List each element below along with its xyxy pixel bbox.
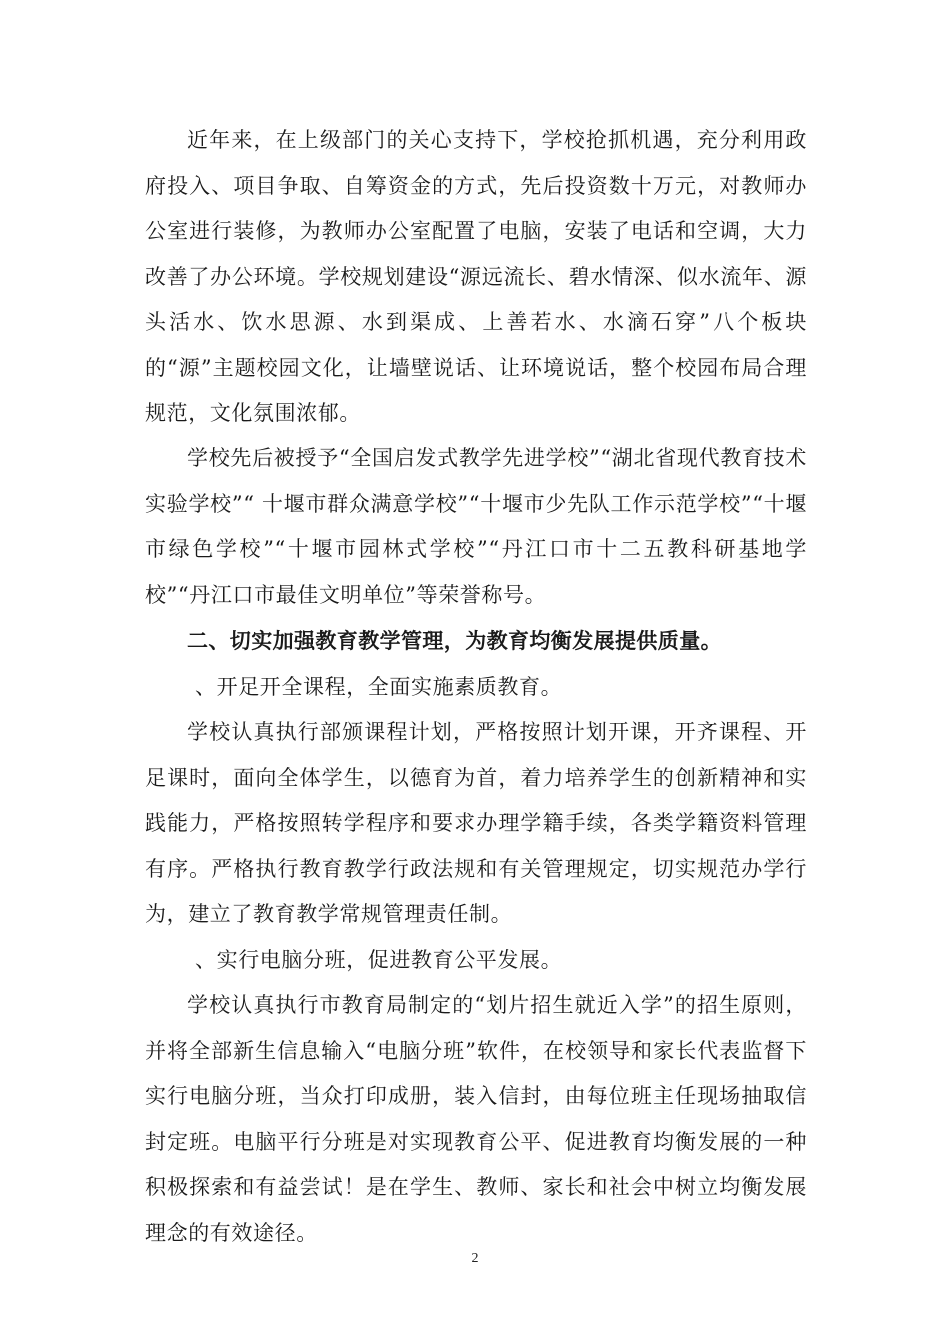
paragraph-campus-environment: 近年来，在上级部门的关心支持下，学校抢抓机遇，充分利用政府投入、项目争取、自筹资金的方式，先后投资数十万元，对教师办公室进行装修，为教师办公室配置了电脑，安装了电话和空调，大力改善了办公环境。学校规划建设“源远流长、碧水情深、似水流年、源头活水、饮水思源、水到渠成、上善若水、水滴石穿”八个板块的“源”主题校园文化，让墙壁说话、让环境说话，整个校园布局合理规范，文化氛围浓郁。 [145,128,807,425]
paragraph-honors: 学校先后被授予“全国启发式教学先进学校”“湖北省现代教育技术实验学校”“ 十堰市群众满意学校”“十堰市少先队工作示范学校”“十堰市绿色学校”“十堰市园林式学校”“丹江口市十二五教科研基地学校”“丹江口市最佳文明单位”等荣誉称号。 [145,446,807,607]
document-body [145,118,807,1256]
subheading-curriculum: 、开足开全课程，全面实施素质教育。 [195,674,563,699]
page-number: 2 [471,1251,479,1266]
section-heading: 二、切实加强教育教学管理，为教育均衡发展提供质量。 [187,629,722,653]
paragraph-curriculum: 学校认真执行部颁课程计划，严格按照计划开课，开齐课程、开足课时，面向全体学生，以德育为首，着力培养学生的创新精神和实践能力，严格按照转学程序和要求办理学籍手续，各类学籍资料管理有序。严格执行教育教学行政法规和有关管理规定，切实规范办学行为，建立了教育教学常规管理责任制。 [145,720,807,926]
subheading-class-assignment: 、实行电脑分班，促进教育公平发展。 [195,947,563,972]
paragraph-class-assignment: 学校认真执行市教育局制定的“划片招生就近入学”的招生原则，并将全部新生信息输入“电脑分班”软件，在校领导和家长代表监督下实行电脑分班，当众打印成册，装入信封，由每位班主任现场抽取信封定班。电脑平行分班是对实现教育公平、促进教育均衡发展的一种积极探索和有益尝试！是在学生、教师、家长和社会中树立均衡发展理念的有效途径。 [145,993,807,1245]
